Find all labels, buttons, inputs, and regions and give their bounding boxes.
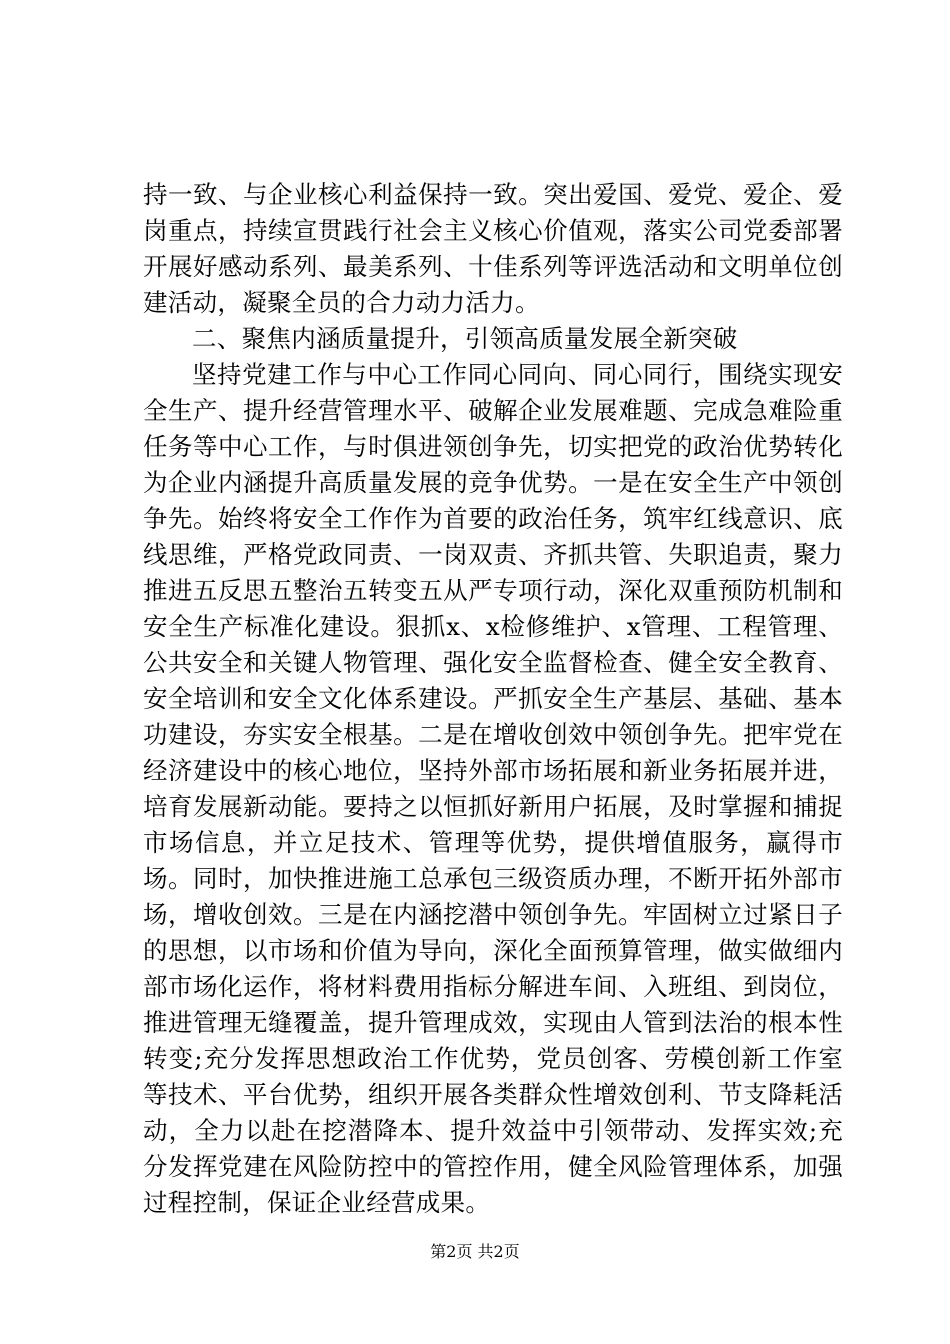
paragraph-main: 坚持党建工作与中心工作同心同向、同心同行，围绕实现安全生产、提升经营管理水平、破解企业发展难题、完成急难险重任务等中心工作，与时俱进领创争先，切实把党的政治优势转化为企业内涵提升高质量发展的竞争优势。一是在安全生产中领创争先。始终将安全工作作为首要的政治任务，筑牢红线意识、底线思维，严格党政同责、一岗双责、齐抓共管、失职追责，聚力推进五反思五整治五转变五从严专项行动，深化双重预防机制和安全生产标准化建设。狠抓x、x检修维护、x管理、工程管理、公共安全和关键人物管理、强化安全监督检查、健全安全教育、安全培训和安全文化体系建设。严抓安全生产基层、基础、基本功建设，夯实安全根基。二是在增收创效中领创争先。把牢党在经济建设中的核心地位，坚持外部市场拓展和新业务拓展并进，培育发展新动能。要持之以恒抓好新用户拓展，及时掌握和捕捉市场信息，并立足技术、管理等优势，提供增值服务，赢得市场。同时，加快推进施工总承包三级资质办理，不断开拓外部市场，增收创效。三是在内涵挖潜中领创争先。牢固树立过紧日子的思想，以市场和价值为导向，深化全面预算管理，做实做细内部市场化运作，将材料费用指标分解进车间、入班组、到岗位，推进管理无缝覆盖，提升管理成效，实现由人管到法治的根本性转变;充分发挥思想政治工作优势，党员创客、劳模创新工作室等技术、平台优势，组织开展各类群众性增效创利、节支降耗活动，全力以赴在挖潜降本、提升效益中引领带动、发挥实效;充分发挥党建在风险防控中的管控作用，健全风险管理体系，加强过程控制，保证企业经营成果。 xyxy=(143,360,843,1217)
paragraph-continuation: 持一致、与企业核心利益保持一致。突出爱国、爱党、爱企、爱岗重点，持续宣贯践行社会主义核心价值观，落实公司党委部署开展好感动系列、最美系列、十佳系列等评选活动和文明单位创建活动，凝聚全员的合力动力活力。 xyxy=(143,180,843,317)
section-heading: 二、聚焦内涵质量提升，引领高质量发展全新突破 xyxy=(192,324,738,353)
page-footer: 第2页 共2页 xyxy=(430,1242,520,1261)
document-body xyxy=(143,177,843,1221)
